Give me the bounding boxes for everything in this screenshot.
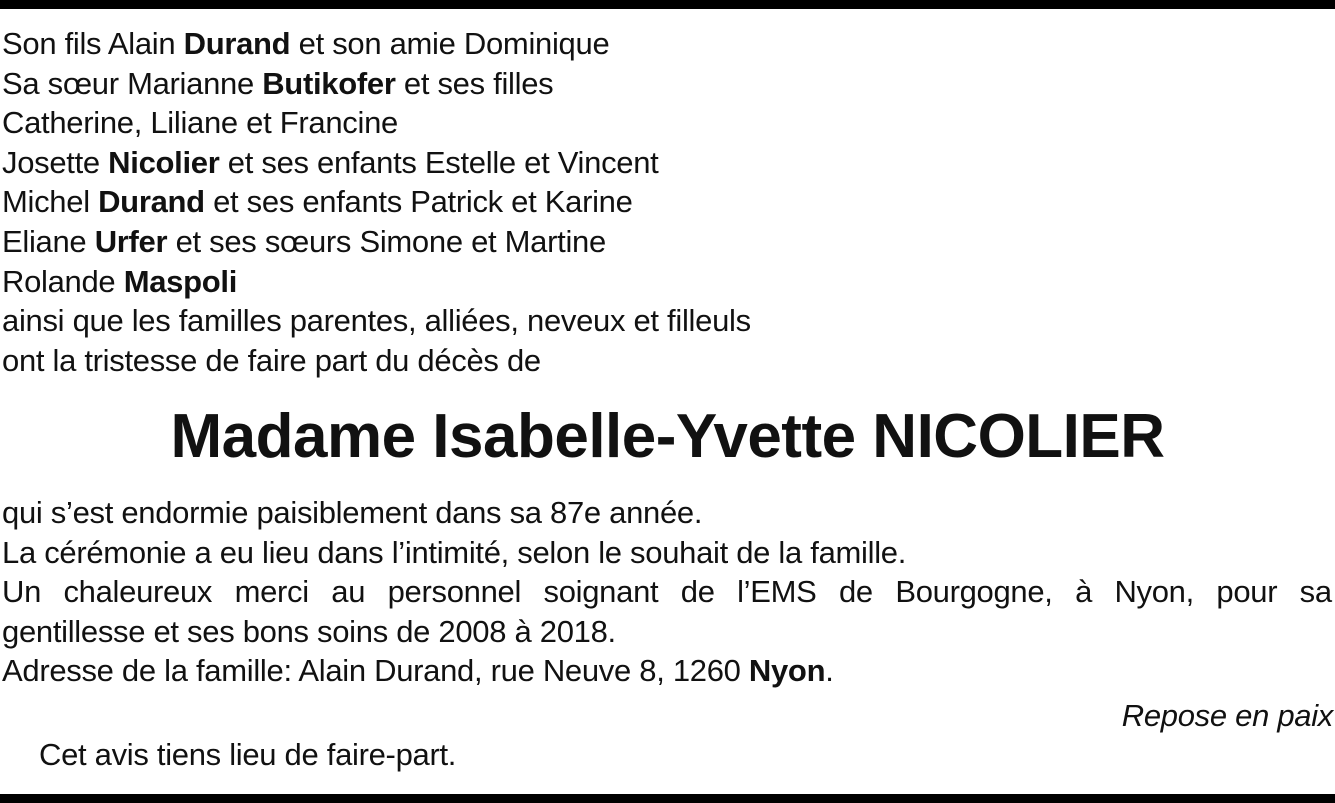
body-line: La cérémonie a eu lieu dans l’intimité, selon le souhait de la famille. (2, 534, 907, 570)
word: sa (1299, 574, 1332, 609)
word: personnel (387, 574, 522, 609)
deceased-name-heading: Madame Isabelle-Yvette NICOLIER (170, 402, 1165, 471)
family-line: Josette Nicolier et ses enfants Estelle et Vincent (2, 144, 659, 180)
word: l’EMS (737, 574, 817, 609)
family-surname: Maspoli (123, 263, 238, 299)
word: à (1075, 574, 1093, 609)
family-line: Michel Durand et ses enfants Patrick et Karine (2, 184, 633, 220)
family-announcement (2, 24, 751, 380)
faire-part-notice: Cet avis tiens lieu de faire-part. (39, 737, 457, 772)
family-surname: Durand (183, 26, 291, 61)
family-address: Adresse de la famille: Alain Durand, rue Neuve 8, 1260 Nyon. (2, 653, 834, 688)
obituary-body (2, 493, 1335, 691)
word: Un (2, 574, 42, 609)
word: Nyon, (1114, 574, 1194, 609)
body-line: qui s’est endormie paisiblement dans sa 87e année. (2, 495, 703, 530)
body-line: gentillesse et ses bons soins de 2008 à 2018. (2, 613, 616, 649)
family-surname: Urfer (94, 223, 168, 259)
family-line: Catherine, Liliane et Francine (2, 105, 398, 141)
word: soignant (543, 574, 659, 609)
family-line: Son fils Alain Durand et son amie Dominique (2, 26, 610, 61)
family-surname: Durand (98, 184, 205, 220)
word: chaleureux (63, 574, 213, 609)
family-line: ont la tristesse de faire part du décès de (2, 342, 541, 378)
family-surname: Butikofer (262, 65, 396, 101)
repose-en-paix-closing: Repose en paix (1121, 698, 1333, 733)
family-line: ainsi que les familles parentes, alliées, neveux et filleuls (2, 303, 751, 339)
top-border-rule (0, 0, 1335, 9)
word: au (331, 574, 366, 609)
body-line-justified (2, 572, 1332, 612)
family-line: Eliane Urfer et ses sœurs Simone et Martine (2, 223, 606, 259)
family-surname: Nicolier (108, 144, 220, 180)
word: merci (234, 574, 309, 609)
word: de (680, 574, 715, 609)
family-line: Sa sœur Marianne Butikofer et ses filles (2, 65, 554, 101)
family-line: Rolande Maspoli (2, 263, 238, 299)
address-city: Nyon (748, 653, 826, 688)
word: pour (1216, 574, 1278, 609)
word: Bourgogne, (895, 574, 1053, 609)
word: de (838, 574, 873, 609)
bottom-border-rule (0, 794, 1335, 803)
